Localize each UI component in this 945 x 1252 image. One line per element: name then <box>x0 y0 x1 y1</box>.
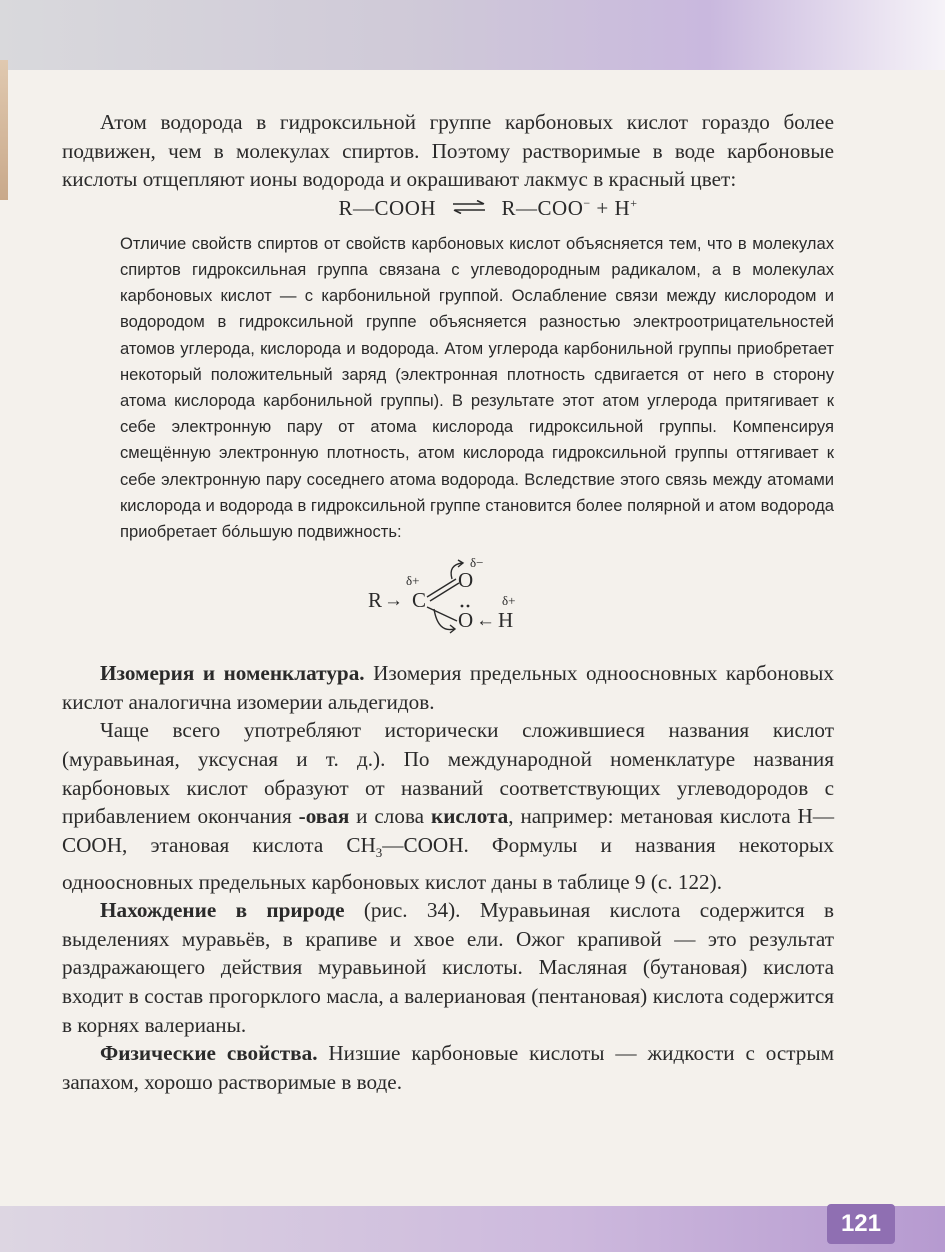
delta-minus-o: δ− <box>470 555 484 571</box>
atom-h: H <box>498 608 514 633</box>
names-ending: -овая <box>298 804 350 829</box>
isomerism-text: Изомерия предельных одноосновных карбоновых кислот аналогична изомерии альдегидов. <box>62 661 834 714</box>
page-content <box>62 108 834 1096</box>
names-text-4: —COOH. Формулы и названия некоторых одноосновных предельных карбоновых кислот даны в таблице 9 (с. 122). <box>62 832 835 894</box>
atom-r: R <box>368 588 383 613</box>
names-text-2: и слова <box>349 804 431 829</box>
names-text-1: Чаще всего употребляют исторически сложившиеся названия кислот (муравьиная, уксусная и т. д.). По международной номенклатуре названия карбоновых кислот образуют от названий соответствующих углеводородов с прибавлением окончания <box>62 718 834 829</box>
cation-charge: + <box>630 195 638 210</box>
equation-hydrogen: + H <box>596 195 631 220</box>
carboxyl-structure-svg <box>364 549 554 649</box>
isomerism-paragraph <box>62 659 834 716</box>
nature-text: (рис. 34). Муравьиная кислота содержится в выделениях муравьёв, в крапиве и хвое ели. Ожог крапивой — это результат раздражающего действия муравьиной кислоты. Масляная (бутановая) кислота входит в состав прогорклого масла, а валериановая (пентановая) кислота содержится в корнях валерианы. <box>62 898 834 1037</box>
physical-text: Низшие карбоновые кислоты — жидкости с острым запахом, хорошо растворимые в воде. <box>62 1041 835 1094</box>
equilibrium-arrow-icon <box>452 198 486 219</box>
delta-plus-c: δ+ <box>406 573 420 589</box>
explanation-paragraph: Отличие свойств спиртов от свойств карбоновых кислот объясняется тем, что в молекулах спиртов гидроксильная группа связана с углеводородным радикалом, а в молекулах карбоновых кислот — с карбонильной группой. Ослабление связи между кислородом и водородом в гидроксильной группе объясняется разностью электроотрицательностей атомов углерода, кислорода и водорода. Атом углерода карбонильной группы приобретает некоторый положительный заряд (электронная плотность сдвигается от него в сторону атома кислорода карбонильной группы). В результате этот атом углерода притягивает к себе электронную пару от атома кислорода гидроксильной группы. Компенсируя смещённую электронную плотность, атом кислорода гидроксильной группы оттягивает к себе электронную пару соседнего атома водорода. Вследствие этого связь между атомами кислорода и водорода в гидроксильной группе становится более полярной и атом водорода приобретает бóльшую подвижность: <box>120 233 834 542</box>
top-decoration-band <box>0 0 945 70</box>
physical-heading: Физические свойства. <box>100 1041 318 1066</box>
anion-charge: − <box>583 195 591 210</box>
nature-paragraph <box>62 896 834 1039</box>
names-paragraph <box>62 716 834 896</box>
names-text-3: , например: метановая кислота H—COOH, этановая кислота CH <box>62 804 835 857</box>
equation-left: R—COOH <box>338 195 437 220</box>
bottom-decoration-band <box>0 1206 945 1252</box>
nature-heading: Нахождение в природе <box>100 898 345 923</box>
names-word: кислота <box>430 804 509 829</box>
delta-plus-h: δ+ <box>502 593 516 609</box>
page-number: 121 <box>827 1204 895 1244</box>
equation-right: R—COO <box>501 195 584 220</box>
left-edge-decoration <box>0 60 8 200</box>
polarization-diagram <box>62 549 834 649</box>
atom-o-top: O <box>458 568 474 593</box>
arrow-h-o: ← <box>476 610 495 632</box>
atom-c: C <box>412 588 427 613</box>
isomerism-heading: Изомерия и номенклатура. <box>100 661 365 686</box>
names-subscript: 3 <box>375 845 383 861</box>
dissociation-equation <box>142 196 834 221</box>
arrow-r-c: → <box>384 590 403 612</box>
physical-paragraph <box>62 1039 834 1096</box>
atom-o-bottom: O <box>458 608 474 633</box>
intro-paragraph: Атом водорода в гидроксильной группе карбоновых кислот гораздо более подвижен, чем в молекулах спиртов. Поэтому растворимые в воде карбоновые кислоты отщепляют ионы водорода и окрашивают лакмус в красный цвет: <box>62 110 834 192</box>
